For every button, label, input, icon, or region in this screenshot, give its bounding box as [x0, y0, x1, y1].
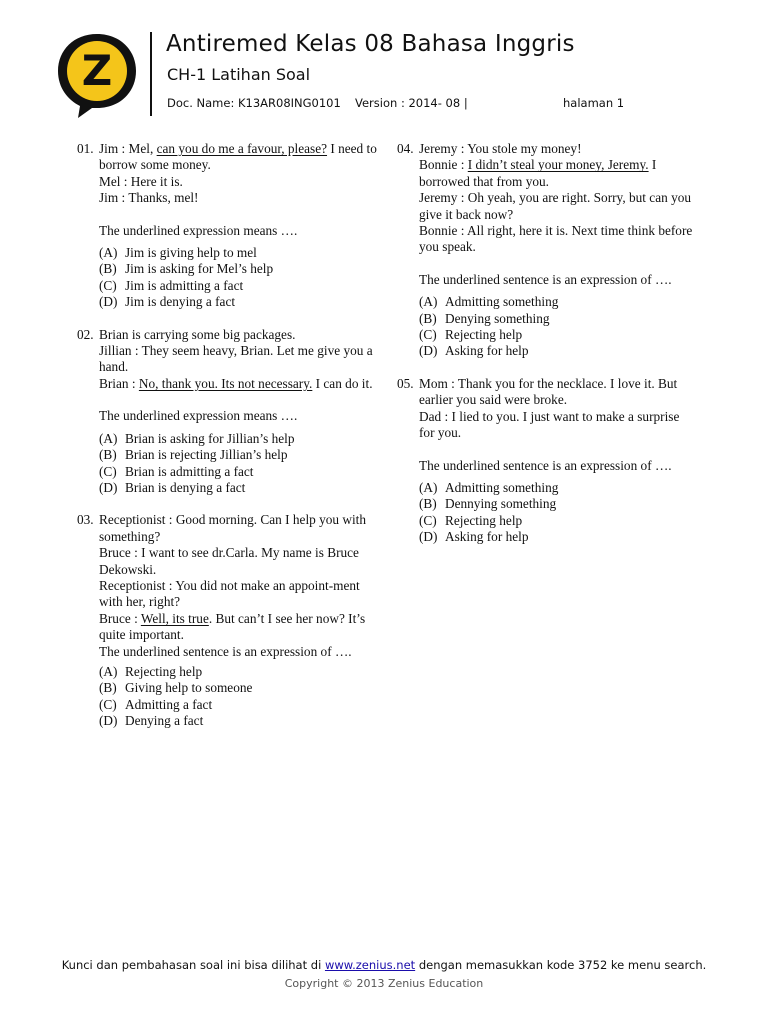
option-b[interactable]: (B) Brian is rejecting Jillian’s help — [99, 447, 288, 463]
question-prompt: The underlined expression means …. — [99, 408, 298, 424]
dialogue-line: Mel : Here it is. — [99, 173, 183, 189]
left-column — [77, 141, 377, 730]
right-column — [397, 141, 697, 546]
document-title: Antiremed Kelas 08 Bahasa Inggris — [166, 31, 575, 57]
dialogue-line: Bruce : Well, its true. But can’t I see her now? It’s quite important. — [99, 610, 366, 643]
dialogue-line: Bruce : I want to see dr.Carla. My name is Bruce Dekowski. — [99, 545, 359, 577]
option-c[interactable]: (C) Rejecting help — [419, 327, 523, 343]
question-5 — [397, 376, 697, 442]
option-a[interactable]: (A) Admitting something — [419, 479, 559, 495]
dialogue-line: Brian : No, thank you. Its not necessary. I can do it. — [99, 375, 373, 391]
option-c[interactable]: (C) Admitting a fact — [99, 696, 213, 712]
underlined-expression: Well, its true — [140, 610, 209, 626]
dialogue-line: Bonnie : All right, here it is. Next time think before you speak. — [419, 223, 693, 255]
option-a[interactable]: (A) Admitting something — [419, 294, 559, 310]
underlined-expression: can you do me a favour, please? — [156, 141, 328, 156]
copyright: Copyright © 2013 Zenius Education — [284, 977, 484, 990]
option-d[interactable]: (D) Denying a fact — [99, 713, 204, 729]
doc-name: Doc. Name: K13AR08ING0101 — [167, 96, 341, 110]
dialogue-line: Jillian : They seem heavy, Brian. Let me give you a hand. — [99, 343, 373, 375]
option-a[interactable]: (A) Rejecting help — [99, 663, 203, 679]
option-b[interactable]: (B) Giving help to someone — [99, 680, 253, 696]
dialogue-line: Receptionist : You did not make an appoint-ment with her, right? — [99, 577, 360, 610]
question-number: 05. — [397, 375, 414, 391]
question-number: 01. — [77, 141, 94, 156]
dialogue-line: Dad : I lied to you. I just want to make a surprise for you. — [419, 408, 680, 441]
footer-note: Kunci dan pembahasan soal ini bisa dilihat di www.zenius.net dengan memasukkan kode 3752 ke menu search. — [61, 958, 707, 972]
underlined-expression: No, thank you. Its not necessary. — [138, 375, 313, 391]
question-1 — [77, 141, 377, 207]
option-c[interactable]: (C) Jim is admitting a fact — [99, 277, 244, 293]
dialogue-line: Jim : Mel, can you do me a favour, please? I need to borrow some money. — [99, 141, 377, 173]
question-prompt: The underlined expression means …. — [99, 222, 298, 238]
question-prompt: The underlined sentence is an expression of …. — [99, 643, 352, 659]
dialogue-line: Bonnie : I didn’t steal your money, Jeremy. I borrowed that from you. — [419, 157, 657, 189]
dialogue-line: Jim : Thanks, mel! — [99, 190, 199, 206]
option-d[interactable]: (D) Brian is denying a fact — [99, 479, 246, 495]
dialogue-line: Jeremy : You stole my money! — [419, 141, 582, 156]
question-2 — [77, 327, 377, 393]
page-number: halaman 1 — [563, 96, 625, 110]
option-a[interactable]: (A) Brian is asking for Jillian’s help — [99, 430, 295, 446]
dialogue-line: Brian is carrying some big packages. — [99, 326, 296, 342]
question-number: 03. — [77, 512, 94, 528]
question-prompt: The underlined sentence is an expression of …. — [419, 271, 672, 287]
underlined-expression: I didn’t steal your money, Jeremy. — [467, 157, 649, 173]
dialogue-line: Mom : Thank you for the necklace. I love it. But earlier you said were broke. — [419, 375, 678, 408]
option-a[interactable]: (A) Jim is giving help to mel — [99, 245, 257, 261]
option-c[interactable]: (C) Rejecting help — [419, 512, 523, 528]
option-b[interactable]: (B) Dennying something — [419, 496, 557, 512]
header-divider — [150, 32, 152, 116]
zenius-logo — [54, 30, 140, 120]
option-d[interactable]: (D) Asking for help — [419, 529, 529, 545]
question-4 — [397, 141, 697, 256]
question-prompt: The underlined sentence is an expression of …. — [419, 457, 672, 473]
option-b[interactable]: (B) Jim is asking for Mel’s help — [99, 261, 274, 277]
doc-version: Version : 2014- 08 | — [355, 96, 468, 110]
zenius-link[interactable]: www.zenius.net — [324, 958, 416, 972]
question-number: 02. — [77, 326, 94, 342]
document-subtitle: CH-1 Latihan Soal — [167, 65, 311, 84]
question-number: 04. — [397, 141, 414, 156]
logo-letter: Z — [81, 46, 113, 95]
dialogue-line: Jeremy : Oh yeah, you are right. Sorry, but can you give it back now? — [419, 190, 692, 222]
question-3 — [77, 512, 377, 660]
option-d[interactable]: (D) Jim is denying a fact — [99, 294, 236, 310]
dialogue-line: Receptionist : Good morning. Can I help you with something? — [99, 512, 367, 544]
option-c[interactable]: (C) Brian is admitting a fact — [99, 463, 254, 479]
option-d[interactable]: (D) Asking for help — [419, 343, 529, 359]
option-b[interactable]: (B) Denying something — [419, 310, 550, 326]
